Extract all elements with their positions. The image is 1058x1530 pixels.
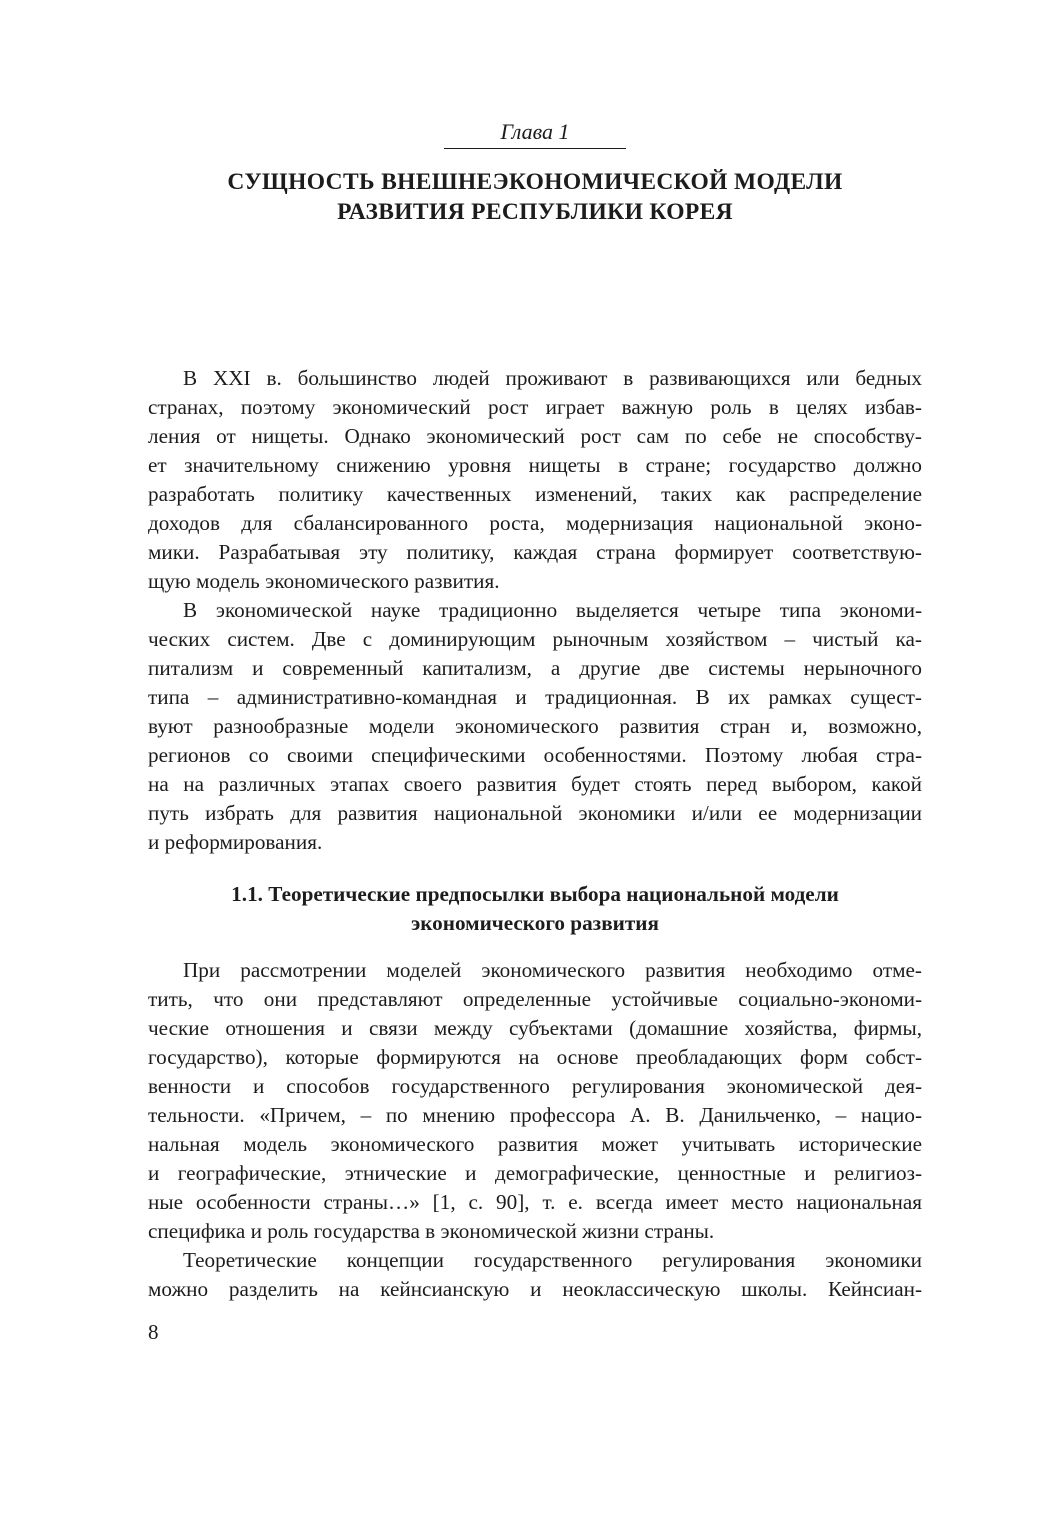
text-line: вуют разнообразные модели экономического развития стран и, возможно,	[148, 714, 922, 738]
chapter-title-line: СУЩНОСТЬ ВНЕШНЕЭКОНОМИЧЕСКОЙ МОДЕЛИ	[227, 169, 843, 195]
text-line: ления от нищеты. Однако экономический рост сам по себе не способству-	[148, 424, 922, 448]
text-line: ные особенности страны…» [1, с. 90], т. е. всегда имеет место национальная	[148, 1190, 922, 1214]
text-line: В экономической науке традиционно выделяется четыре типа экономи-	[183, 598, 922, 622]
chapter-title	[148, 167, 922, 227]
text-line: разработать политику качественных изменений, таких как распределение	[148, 482, 922, 506]
text-line: щую модель экономического развития.	[148, 569, 500, 593]
intro-paragraph-2	[148, 596, 922, 857]
text-line: При рассмотрении моделей экономического развития необходимо отме-	[183, 958, 922, 982]
text-line: ческие отношения и связи между субъектами (домашние хозяйства, фирмы,	[148, 1016, 922, 1040]
text-line: доходов для сбалансированного роста, модернизация национальной эконо-	[148, 511, 922, 535]
text-line: специфика и роль государства в экономической жизни страны.	[148, 1219, 715, 1243]
text-line: В XXI в. большинство людей проживают в развивающихся или бедных	[183, 366, 922, 390]
section-paragraph-1	[148, 956, 922, 1246]
section-heading-line: экономического развития	[411, 911, 659, 935]
section-paragraph-2	[148, 1246, 922, 1304]
text-line: ет значительному снижению уровня нищеты в стране; государство должно	[148, 453, 922, 477]
text-line: тить, что они представляют определенные устойчивые социально-экономи-	[148, 987, 922, 1011]
chapter-label: Глава 1	[444, 118, 626, 149]
text-line: Теоретические концепции государственного регулирования экономики	[183, 1248, 922, 1272]
text-line: венности и способов государственного регулирования экономической дея-	[148, 1074, 922, 1098]
intro-paragraph-1	[148, 364, 922, 596]
text-line: питализм и современный капитализм, а другие две системы нерыночного	[148, 656, 922, 680]
section-heading	[148, 880, 922, 938]
text-line: и географические, этнические и демографические, ценностные и религиоз-	[148, 1161, 922, 1185]
text-line: мики. Разрабатывая эту политику, каждая страна формирует соответствую-	[148, 540, 922, 564]
section-text	[148, 956, 922, 1304]
text-line: можно разделить на кейнсианскую и неоклассическую школы. Кейнсиан-	[148, 1277, 922, 1301]
text-line: на на различных этапах своего развития будет стоять перед выбором, какой	[148, 772, 922, 796]
text-line: и реформирования.	[148, 830, 323, 854]
intro-text	[148, 364, 922, 857]
text-line: регионов со своими специфическими особенностями. Поэтому любая стра-	[148, 743, 922, 767]
chapter-title-line: РАЗВИТИЯ РЕСПУБЛИКИ КОРЕЯ	[337, 199, 733, 225]
text-line: путь избрать для развития национальной экономики и/или ее модернизации	[148, 801, 922, 825]
section-heading-line: 1.1. Теоретические предпосылки выбора национальной модели	[231, 882, 839, 906]
text-line: государство), которые формируются на основе преобладающих форм собст-	[148, 1045, 922, 1069]
text-line: типа – административно-командная и традиционная. В их рамках сущест-	[148, 685, 922, 709]
text-line: ческих систем. Две с доминирующим рыночным хозяйством – чистый ка-	[148, 627, 922, 651]
text-line: странах, поэтому экономический рост играет важную роль в целях избав-	[148, 395, 922, 419]
page-number: 8	[148, 1320, 159, 1344]
text-line: тельности. «Причем, – по мнению профессора А. В. Данильченко, – нацио-	[148, 1103, 922, 1127]
text-line: нальная модель экономического развития может учитывать исторические	[148, 1132, 922, 1156]
